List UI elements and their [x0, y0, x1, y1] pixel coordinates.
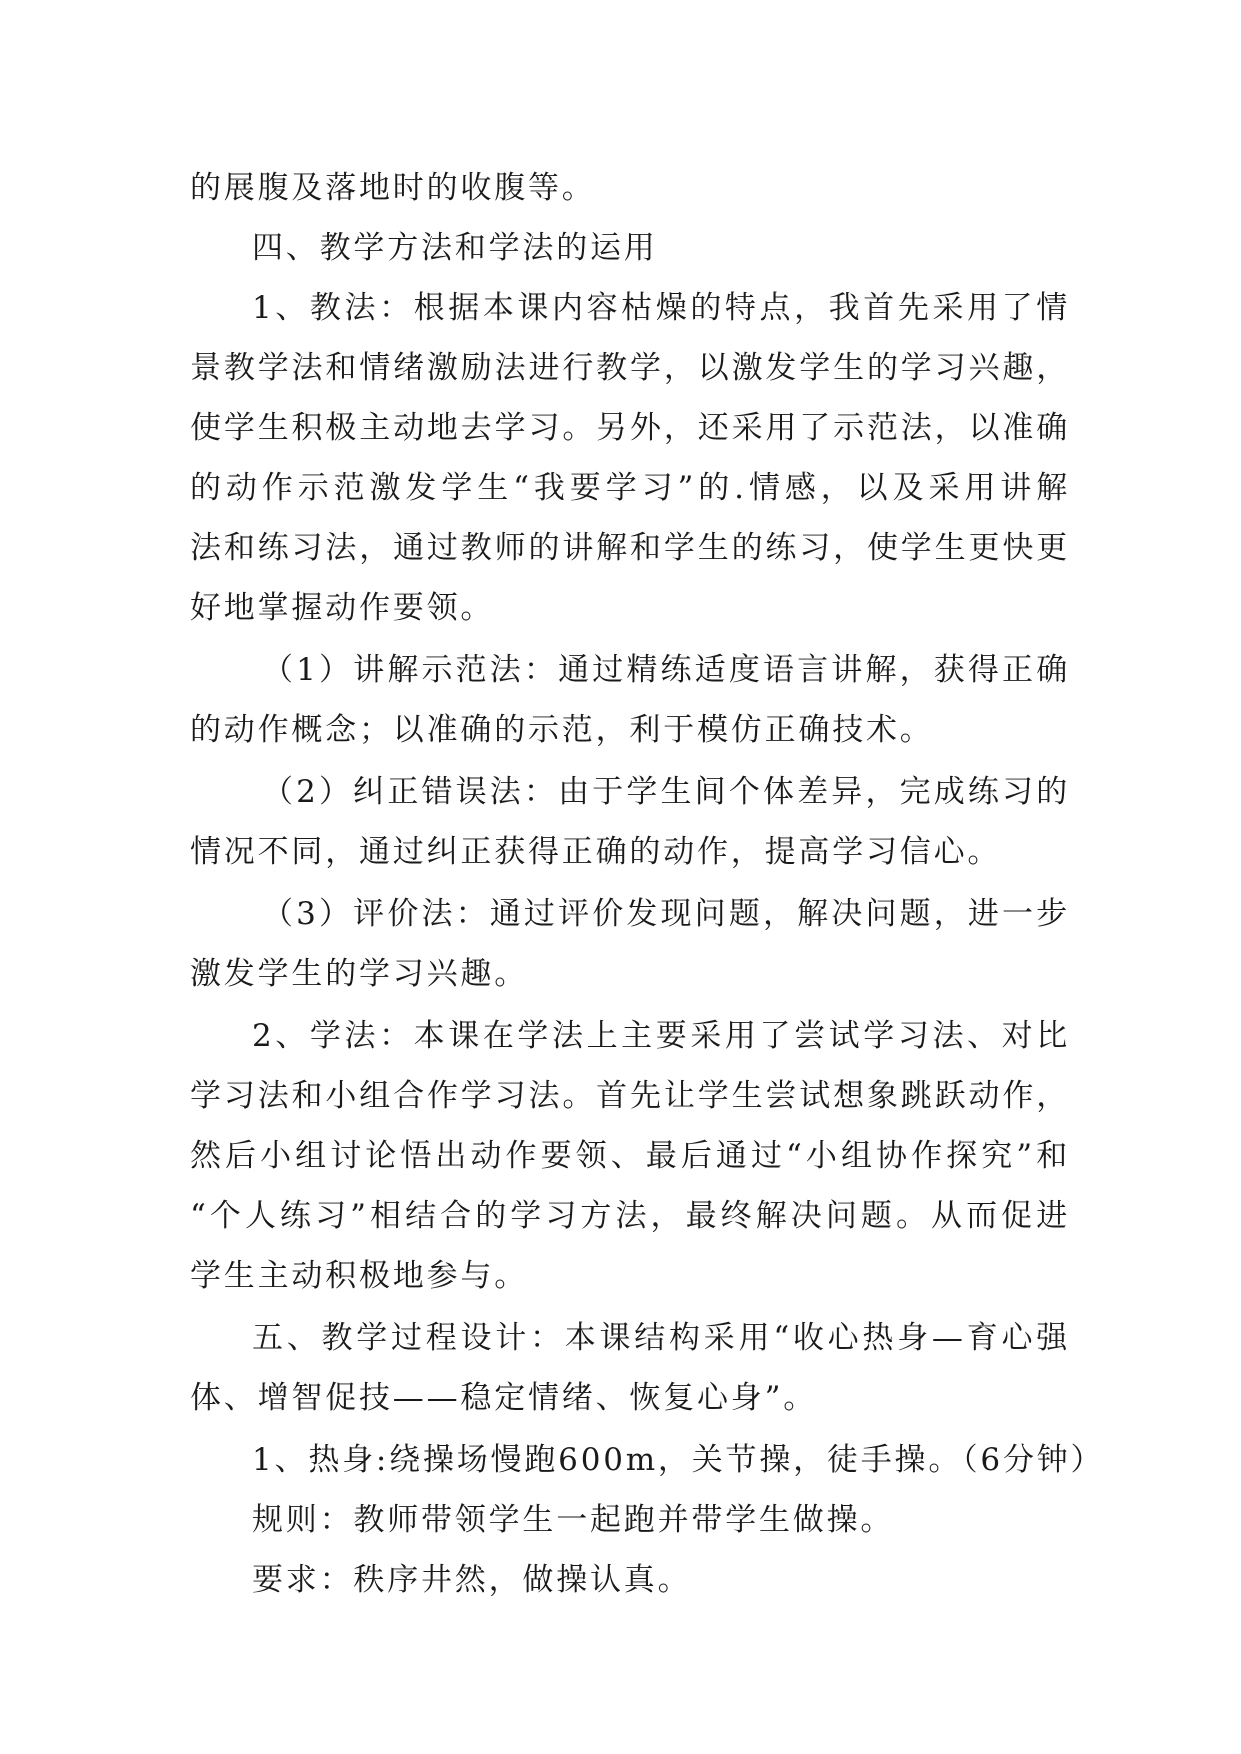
- text-line: 使学生积极主动地去学习。另外，还采用了示范法，以准确: [190, 410, 1070, 446]
- text-line: 1、教法：根据本课内容枯燥的特点，我首先采用了情: [252, 290, 1070, 326]
- text-line: 的动作概念；以准确的示范，利于模仿正确技术。: [190, 712, 934, 748]
- text-line: 规则：教师带领学生一起跑并带学生做操。: [252, 1502, 895, 1538]
- text-line: 学生主动积极地参与。: [190, 1258, 528, 1294]
- text-line: 2、学法：本课在学法上主要采用了尝试学习法、对比: [252, 1018, 1070, 1054]
- text-line: 要求：秩序井然，做操认真。: [252, 1562, 692, 1598]
- text-line: 情况不同，通过纠正获得正确的动作，提高学习信心。: [190, 834, 1002, 870]
- section-heading: 五、教学过程设计：本课结构采用“收心热身—育心强: [252, 1320, 1070, 1356]
- text-line: （3）评价法：通过评价发现问题，解决问题，进一步: [262, 896, 1070, 932]
- text-line: （1）讲解示范法：通过精练适度语言讲解，获得正确: [262, 652, 1070, 688]
- text-line: 1、热身:绕操场慢跑600m，关节操，徒手操。（6分钟）: [252, 1442, 1105, 1478]
- text-line: 学习法和小组合作学习法。首先让学生尝试想象跳跃动作，: [190, 1078, 1070, 1114]
- text-line: 然后小组讨论悟出动作要领、最后通过“小组协作探究”和: [190, 1138, 1070, 1174]
- text-line: 体、增智促技——稳定情绪、恢复心身”。: [190, 1380, 818, 1416]
- text-line: （2）纠正错误法：由于学生间个体差异，完成练习的: [262, 774, 1070, 810]
- text-line: “个人练习”相结合的学习方法，最终解决问题。从而促进: [190, 1198, 1070, 1234]
- section-heading: 四、教学方法和学法的运用: [252, 230, 658, 266]
- text-line: 景教学法和情绪激励法进行教学，以激发学生的学习兴趣，: [190, 350, 1070, 386]
- text-line: 好地掌握动作要领。: [190, 590, 495, 626]
- text-line: 的动作示范激发学生“我要学习”的.情感，以及采用讲解: [190, 470, 1070, 506]
- text-line: 激发学生的学习兴趣。: [190, 956, 528, 992]
- text-line: 的展腹及落地时的收腹等。: [190, 170, 596, 206]
- text-line: 法和练习法，通过教师的讲解和学生的练习，使学生更快更: [190, 530, 1070, 566]
